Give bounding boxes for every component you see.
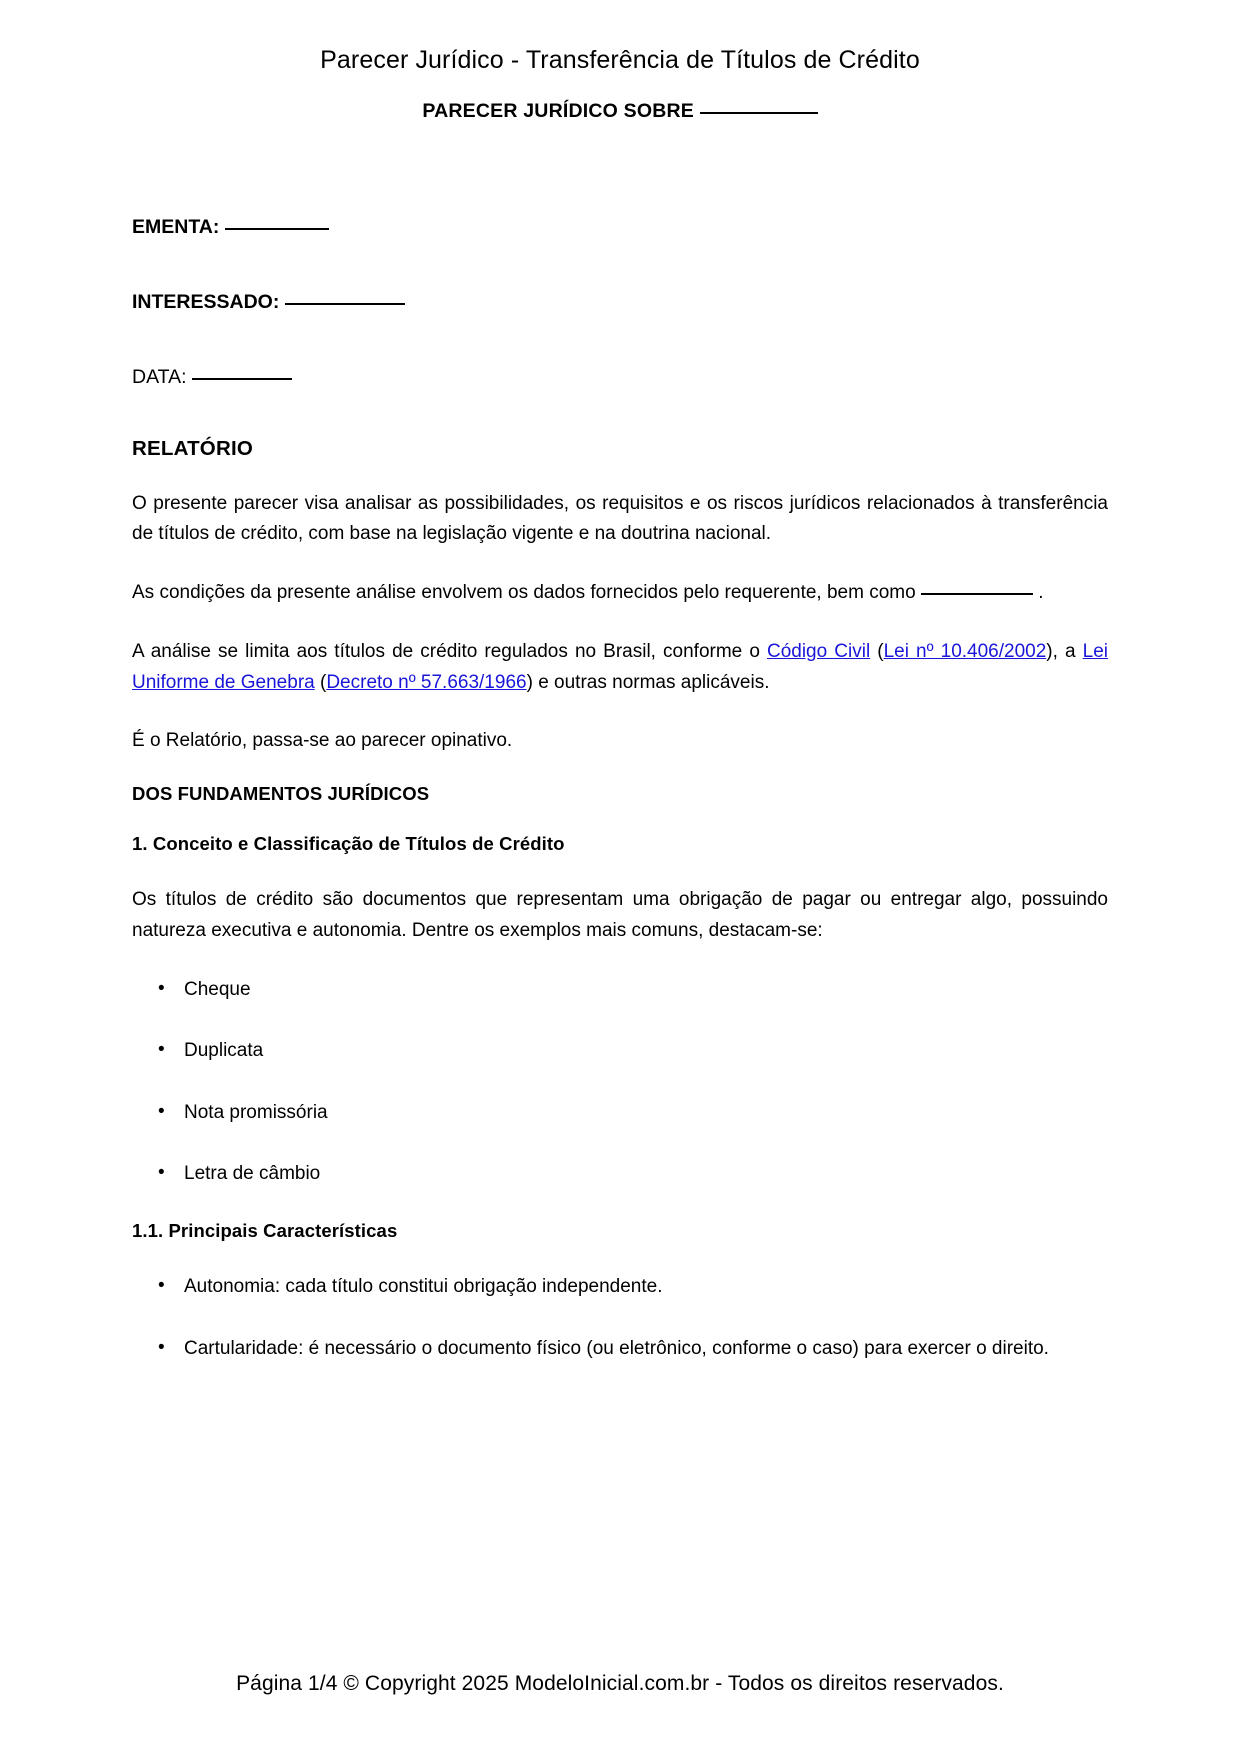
relatorio-paragraph-4: É o Relatório, passa-se ao parecer opinativo.	[132, 730, 513, 752]
field-ementa-blank[interactable]	[225, 228, 329, 230]
page-footer: Página 1/4 © Copyright 2025 ModeloInicial.com.br - Todos os direitos reservados.	[236, 1672, 1004, 1695]
heading-section-1-1: 1.1. Principais Características	[132, 1220, 398, 1242]
document-subtitle-label: PARECER JURÍDICO SOBRE	[422, 99, 695, 122]
field-data-blank[interactable]	[192, 378, 292, 380]
relatorio-paragraph-1: O presente parecer visa analisar as possibilidades, os requisitos e os riscos jurídicos relacionados à transferência de títulos de crédito, com base na legislação vigente e na doutrina nacional.	[132, 492, 1108, 545]
field-interessado-separator: :	[272, 291, 280, 313]
heading-dos-fundamentos-juridicos: DOS FUNDAMENTOS JURÍDICOS	[132, 783, 430, 805]
header-spacer	[132, 123, 1108, 213]
relatorio-paragraph-3-text-1: A análise se limita aos títulos de crédito regulados no Brasil, conforme o	[132, 640, 767, 662]
list-item: • Duplicata	[158, 1036, 1108, 1065]
caracteristicas-list	[132, 1272, 1108, 1363]
field-ementa	[132, 213, 1108, 242]
list-item: • Autonomia: cada título constitui obrigação independente.	[158, 1272, 1108, 1301]
relatorio-paragraph-2-blank[interactable]	[921, 593, 1033, 595]
page-title: Parecer Jurídico - Transferência de Títulos de Crédito	[320, 46, 920, 74]
field-interessado-blank[interactable]	[285, 303, 405, 305]
field-interessado-label: INTERESSADO	[132, 291, 273, 313]
link-lei-10406-2002[interactable]: Lei nº 10.406/2002	[883, 640, 1047, 662]
list-item: • Cheque	[158, 975, 1108, 1004]
list-item: • Nota promissória	[158, 1098, 1108, 1127]
relatorio-paragraph-3-text-5: ) e outras normas aplicáveis.	[526, 671, 770, 693]
relatorio-paragraph-2-after: .	[1038, 582, 1044, 604]
document-subtitle	[132, 100, 1108, 123]
titulos-list	[132, 975, 1108, 1189]
relatorio-paragraph-3-text-2: (	[870, 640, 884, 662]
field-data	[132, 363, 1108, 392]
relatorio-paragraph-2	[132, 578, 1108, 609]
relatorio-paragraph-3-text-3: ), a	[1046, 640, 1083, 662]
relatorio-paragraph-3-text-4: (	[314, 671, 327, 693]
link-lei-uniforme-genebra[interactable]: Lei Uniforme de Genebra	[132, 640, 1109, 693]
link-decreto-57663-1966[interactable]: Decreto nº 57.663/1966	[326, 671, 527, 693]
field-ementa-label: EMENTA	[132, 215, 213, 238]
field-interessado	[132, 288, 1108, 317]
relatorio-paragraph-3	[132, 637, 1108, 699]
field-data-label: DATA:	[132, 366, 187, 389]
list-item: • Letra de câmbio	[158, 1159, 1108, 1188]
subtitle-blank-field[interactable]	[700, 112, 818, 114]
heading-section-1: 1. Conceito e Classificação de Títulos de Crédito	[132, 833, 565, 855]
link-codigo-civil[interactable]: Código Civil	[766, 640, 871, 662]
relatorio-paragraph-2-before: As condições da presente análise envolvem os dados fornecidos pelo requerente, bem como	[132, 582, 916, 604]
list-item: • Cartularidade: é necessário o documento físico (ou eletrônico, conforme o caso) para exercer o direito.	[158, 1334, 1108, 1363]
section-1-paragraph: Os títulos de crédito são documentos que representam uma obrigação de pagar ou entregar algo, possuindo natureza executiva e autonomia. Dentre os exemplos mais comuns, destacam-se:	[132, 889, 1108, 941]
field-ementa-separator: :	[212, 215, 220, 238]
heading-relatorio: RELATÓRIO	[132, 436, 253, 460]
